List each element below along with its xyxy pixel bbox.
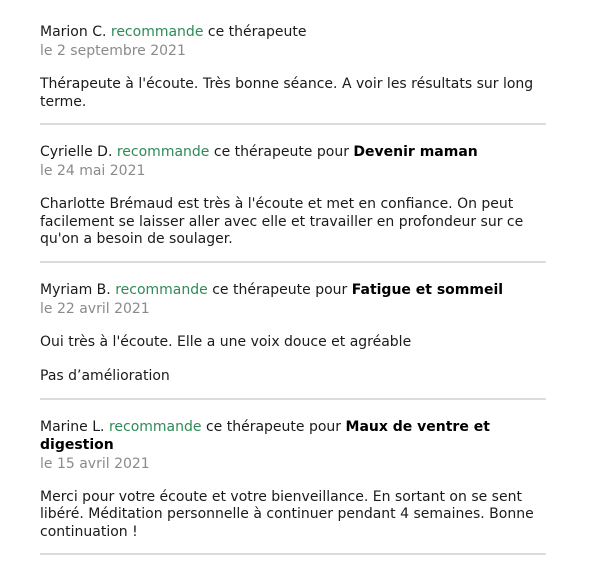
review-header (40, 143, 546, 161)
review-topic: Devenir maman (353, 144, 478, 160)
therapist-label: ce thérapeute (207, 24, 307, 40)
review-text: Charlotte Brémaud est très à l'écoute et met en confiance. On peut facilement se laisser aller avec elle et travailler en profondeur sur ce qu'on a besoin de soulager. (40, 196, 524, 247)
recommend-label: recommande (108, 418, 202, 435)
review-item (40, 281, 546, 400)
reviews-list (40, 23, 546, 555)
therapist-label: ce thérapeute (213, 144, 313, 160)
review-topic: Fatigue et sommeil (351, 281, 504, 298)
review-date: le 2 septembre 2021 (40, 43, 186, 59)
review-topic: Maux de ventre et digestion (40, 418, 490, 453)
for-label: pour (308, 418, 342, 435)
review-header (40, 23, 546, 41)
review-date: le 22 avril 2021 (40, 300, 150, 317)
review-header (40, 418, 546, 454)
recommend-label: recommande (116, 144, 210, 160)
review-body (40, 76, 546, 111)
for-label: pour (315, 281, 348, 298)
review-date: le 24 mai 2021 (40, 163, 146, 179)
therapist-label: ce thérapeute (205, 418, 305, 435)
for-label: pour (316, 144, 349, 160)
recommend-label: recommande (115, 281, 208, 298)
review-text: Oui très à l'écoute. Elle a une voix douce et agréable (40, 333, 412, 350)
recommend-label: recommande (110, 24, 204, 40)
review-body (40, 489, 546, 542)
review-author: Myriam B. (40, 281, 111, 298)
review-author: Marine L. (40, 418, 105, 435)
review-text: Pas d’amélioration (40, 368, 170, 384)
review-item (40, 143, 546, 263)
review-item (40, 418, 546, 556)
therapist-label: ce thérapeute (212, 281, 311, 298)
review-header (40, 281, 546, 299)
review-body (40, 334, 546, 386)
review-item (40, 23, 546, 125)
review-author: Marion C. (40, 24, 107, 40)
review-body (40, 196, 546, 249)
review-text: Thérapeute à l'écoute. Très bonne séance. A voir les résultats sur long terme. (40, 76, 534, 110)
review-date: le 15 avril 2021 (40, 455, 150, 472)
review-author: Cyrielle D. (40, 144, 113, 160)
review-text: Merci pour votre écoute et votre bienveillance. En sortant on se sent libéré. Méditation personnelle à continuer pendant 4 semaines. Bonne continuation ! (40, 488, 534, 540)
